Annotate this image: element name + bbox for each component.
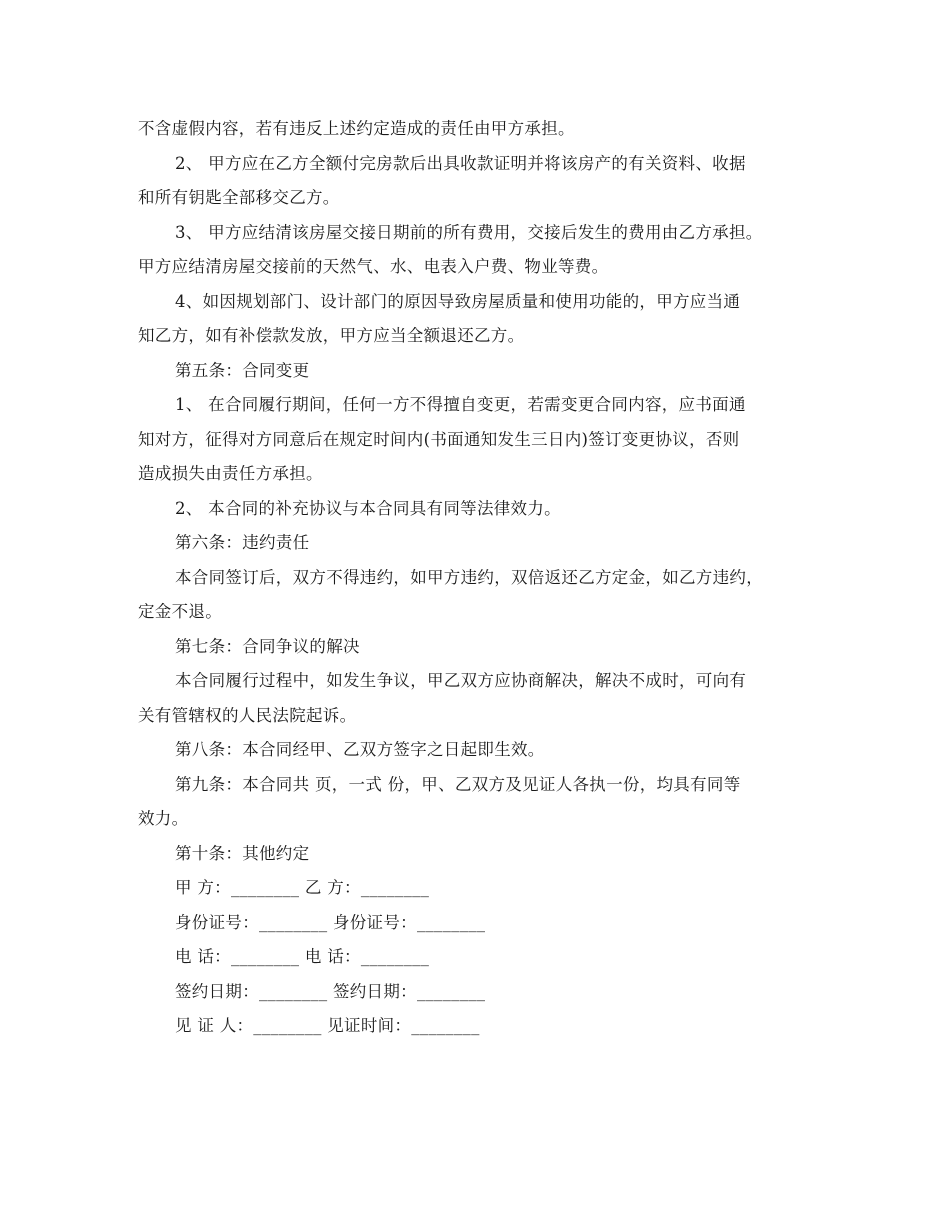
text-line: 第七条：合同争议的解决 xyxy=(175,636,360,656)
text-line: 身份证号：________ 身份证号：________ xyxy=(175,912,486,932)
text-line: 2、 甲方应在乙方全额付完房款后出具收款证明并将该房产的有关资料、收据 xyxy=(175,153,746,173)
text-line: 甲方应结清房屋交接前的天然气、水、电表入户费、物业等费。 xyxy=(138,257,609,276)
text-line: 甲 方：________ 乙 方：________ xyxy=(175,878,430,897)
document-page xyxy=(138,112,818,1044)
text-line: 第九条：本合同共 页，一式 份，甲、乙双方及见证人各执一份，均具有同等 xyxy=(175,774,741,794)
text-line: 本合同履行过程中，如发生争议，甲乙双方应协商解决，解决不成时，可向有 xyxy=(175,671,747,690)
text-line: 见 证 人：________ 见证时间：________ xyxy=(175,1016,480,1035)
text-line: 本合同签订后，双方不得违约，如甲方违约，双倍返还乙方定金，如乙方违约， xyxy=(175,567,763,587)
text-line: 知乙方，如有补偿款发放，甲方应当全额退还乙方。 xyxy=(138,326,525,345)
text-line: 4、如因规划部门、设计部门的原因导致房屋质量和使用功能的，甲方应当通 xyxy=(175,291,741,311)
text-line: 第五条：合同变更 xyxy=(175,360,310,380)
text-line: 和所有钥匙全部移交乙方。 xyxy=(138,188,340,207)
text-line: 3、 甲方应结清该房屋交接日期前的所有费用，交接后发生的费用由乙方承担。 xyxy=(175,222,763,242)
text-line: 第六条：违约责任 xyxy=(175,533,310,552)
text-line: 2、 本合同的补充协议与本合同具有同等法律效力。 xyxy=(175,498,561,518)
text-line: 效力。 xyxy=(138,809,189,828)
text-line: 第十条：其他约定 xyxy=(175,843,310,863)
text-line: 电 话：________ 电 话：________ xyxy=(175,947,430,966)
text-line: 签约日期：________ 签约日期：________ xyxy=(175,981,486,1001)
text-line: 不含虚假内容，若有违反上述约定造成的责任由甲方承担。 xyxy=(138,119,575,138)
text-line: 第八条：本合同经甲、乙双方签字之日起即生效。 xyxy=(175,740,545,759)
text-line: 定金不退。 xyxy=(138,602,222,621)
text-line: 造成损失由责任方承担。 xyxy=(138,464,323,483)
text-line: 1、 在合同履行期间，任何一方不得擅自变更，若需变更合同内容，应书面通 xyxy=(175,395,746,414)
text-line: 知对方，征得对方同意后在规定时间内(书面通知发生三日内)签订变更协议，否则 xyxy=(138,429,740,449)
text-line: 关有管辖权的人民法院起诉。 xyxy=(138,705,357,725)
